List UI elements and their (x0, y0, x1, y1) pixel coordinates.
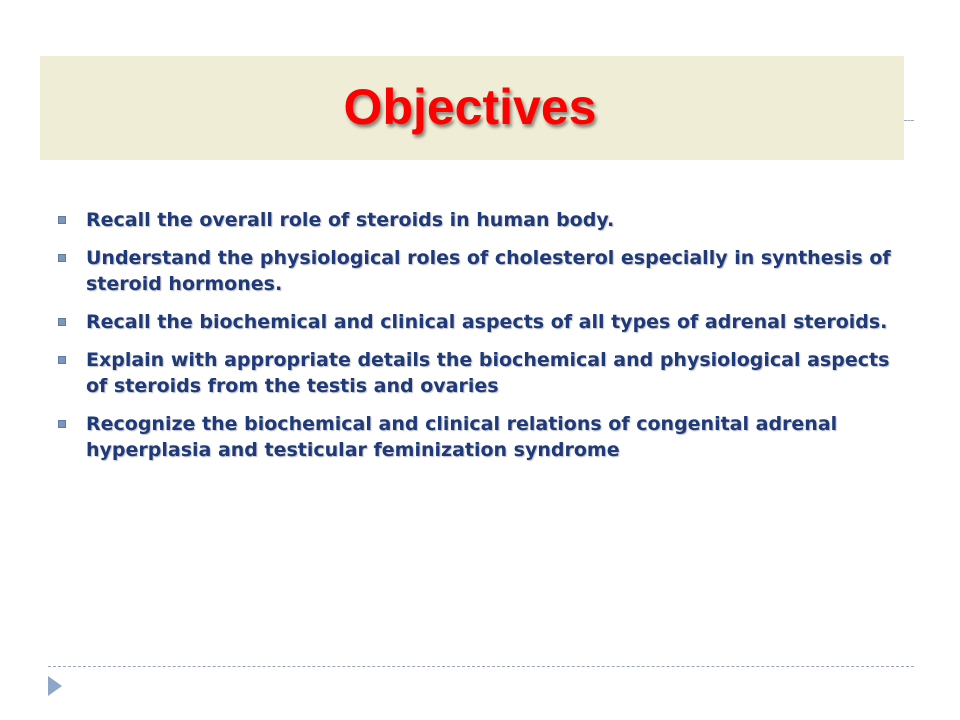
square-bullet-icon (58, 254, 66, 262)
list-item (58, 207, 908, 233)
list-item-text: Explain with appropriate details the biochemical and physiological aspects of steroids from the testis and ovaries (86, 349, 890, 397)
list-item (58, 411, 908, 463)
list-item (58, 347, 908, 399)
list-item-text: Recognize the biochemical and clinical relations of congenital adrenal hyperplasia and testicular feminization syndrome (86, 413, 838, 461)
list-item-text: Recall the biochemical and clinical aspects of all types of adrenal steroids. (86, 311, 888, 333)
square-bullet-icon (58, 318, 66, 326)
square-bullet-icon (58, 216, 66, 224)
list-item (58, 309, 908, 335)
list-item (58, 245, 908, 297)
objectives-list (58, 207, 908, 475)
list-item-text: Understand the physiological roles of cholesterol especially in synthesis of steroid hormones. (86, 247, 891, 295)
square-bullet-icon (58, 356, 66, 364)
list-item-text: Recall the overall role of steroids in human body. (86, 209, 615, 231)
square-bullet-icon (58, 420, 66, 428)
play-arrow-icon[interactable] (48, 676, 62, 696)
footer-divider (48, 666, 914, 667)
slide-title: Objectives (343, 79, 597, 135)
